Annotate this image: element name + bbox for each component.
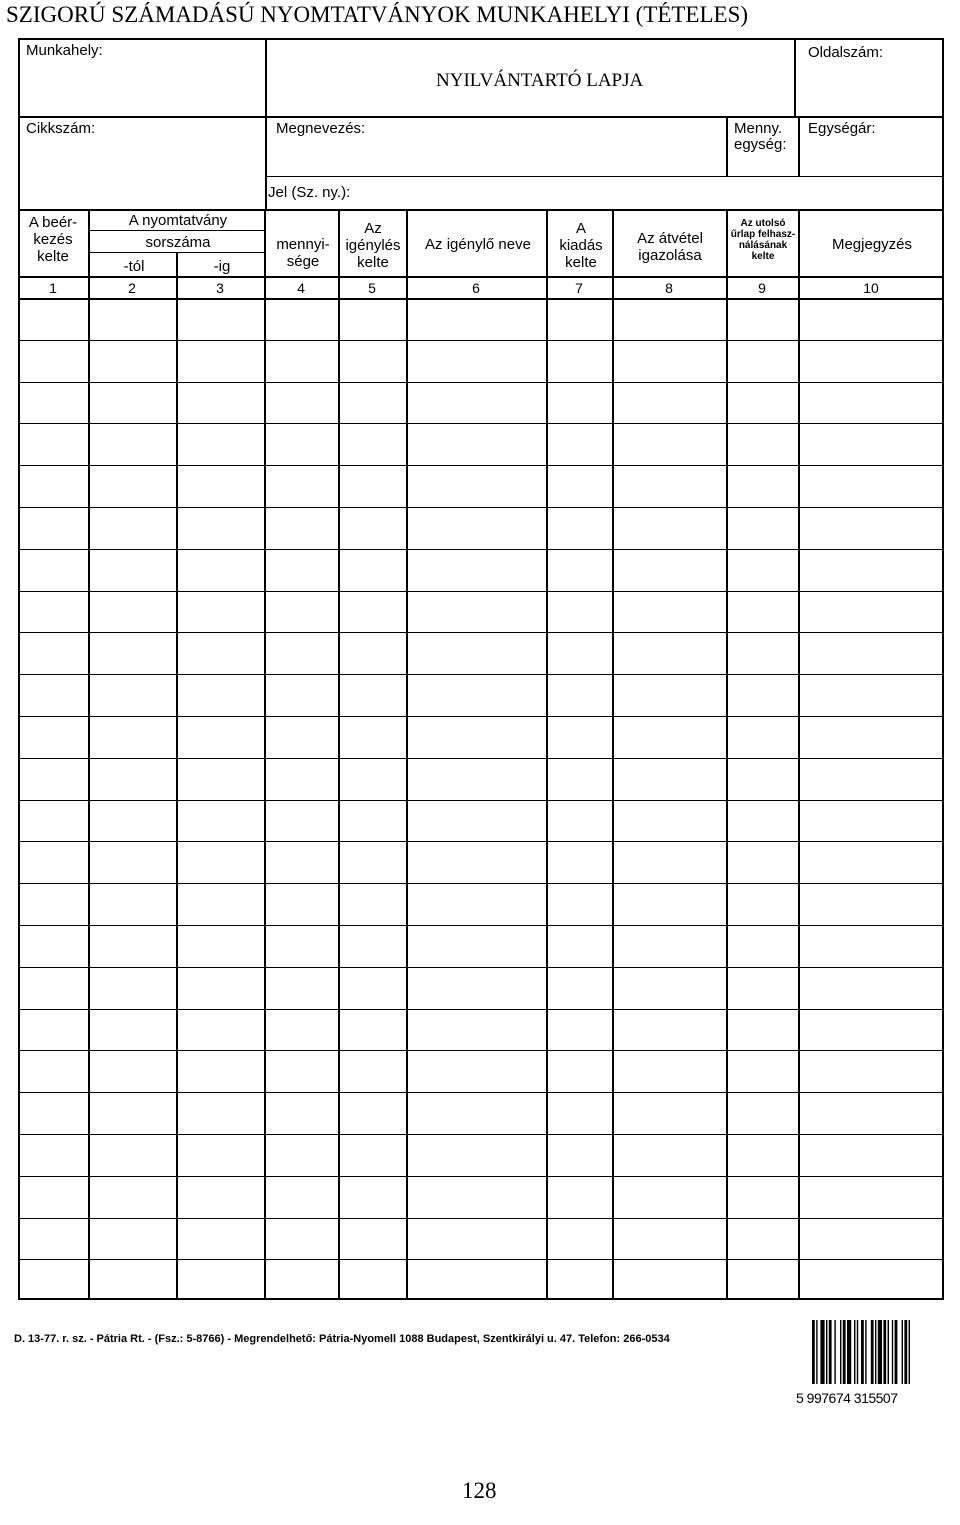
- row-line: [18, 1050, 944, 1051]
- row-line: [18, 507, 944, 508]
- page-number: 128: [462, 1478, 497, 1503]
- unit-price-label: Egységár:: [808, 120, 876, 137]
- name-label: Megnevezés:: [276, 120, 366, 137]
- row-line: [18, 465, 944, 466]
- col-quantity: mennyi- sége: [276, 236, 330, 270]
- workplace-label: Munkahely:: [26, 42, 103, 59]
- col-num-4: 4: [297, 280, 305, 296]
- col-last-use-date: Az utolsó űrlap felhasz- nálásának kelte: [730, 218, 796, 262]
- row-line: [18, 758, 944, 759]
- row-line: [18, 1092, 944, 1093]
- row-line: [18, 340, 944, 341]
- col-form-group: A nyomtatvány: [128, 212, 228, 229]
- col-num-9: 9: [758, 280, 766, 296]
- unit-label-2: egység:: [734, 136, 787, 153]
- item-no-label: Cikkszám:: [26, 120, 96, 137]
- row-line: [18, 549, 944, 550]
- row-line: [18, 883, 944, 884]
- row-line: [18, 716, 944, 717]
- col-num-8: 8: [665, 280, 673, 296]
- row-line: [18, 967, 944, 968]
- row-line: [18, 800, 944, 801]
- col-receipt-confirm: Az átvétel igazolása: [637, 230, 703, 264]
- col-num-6: 6: [472, 280, 480, 296]
- barcode: [812, 1320, 938, 1396]
- col-from: -tól: [123, 258, 145, 275]
- col-num-3: 3: [216, 280, 224, 296]
- col-request-date: Az igénylés kelte: [345, 220, 401, 271]
- col-serial: sorszáma: [145, 234, 211, 251]
- row-line: [18, 1218, 944, 1219]
- row-line: [18, 591, 944, 592]
- col-num-7: 7: [575, 280, 583, 296]
- imprint: D. 13-77. r. sz. - Pátria Rt. - (Fsz.: 5-8766) - Megrendelhető: Pátria-Nyomell 1088 Budapest, Szentkirályi u. 47. Telefon: 266-0534: [14, 1333, 670, 1345]
- unit-label-1: Menny.: [734, 120, 783, 137]
- row-line: [18, 382, 944, 383]
- row-line: [18, 674, 944, 675]
- row-line: [18, 1009, 944, 1010]
- col-num-10: 10: [863, 280, 879, 296]
- page-label: Oldalszám:: [808, 44, 884, 61]
- col-receipt-date: A beér- kezés kelte: [28, 214, 78, 265]
- col-requester: Az igénylő neve: [425, 236, 531, 253]
- row-line: [18, 632, 944, 633]
- barcode-number: 5 997674 315507: [796, 1390, 898, 1406]
- row-line: [18, 1134, 944, 1135]
- col-notes: Megjegyzés: [831, 236, 913, 253]
- row-line: [18, 1259, 944, 1260]
- col-num-2: 2: [128, 280, 136, 296]
- col-issue-date: A kiadás kelte: [559, 220, 603, 271]
- col-num-1: 1: [49, 280, 57, 296]
- row-line: [18, 423, 944, 424]
- col-to: -ig: [213, 258, 231, 275]
- row-line: [18, 841, 944, 842]
- mark-label: Jel (Sz. ny.):: [268, 184, 351, 201]
- row-line: [18, 1176, 944, 1177]
- form-subtitle: NYILVÁNTARTÓ LAPJA: [436, 70, 644, 91]
- col-num-5: 5: [368, 280, 376, 296]
- row-line: [18, 925, 944, 926]
- form-title: SZIGORÚ SZÁMADÁSÚ NYOMTATVÁNYOK MUNKAHELYI (TÉTELES): [6, 2, 749, 27]
